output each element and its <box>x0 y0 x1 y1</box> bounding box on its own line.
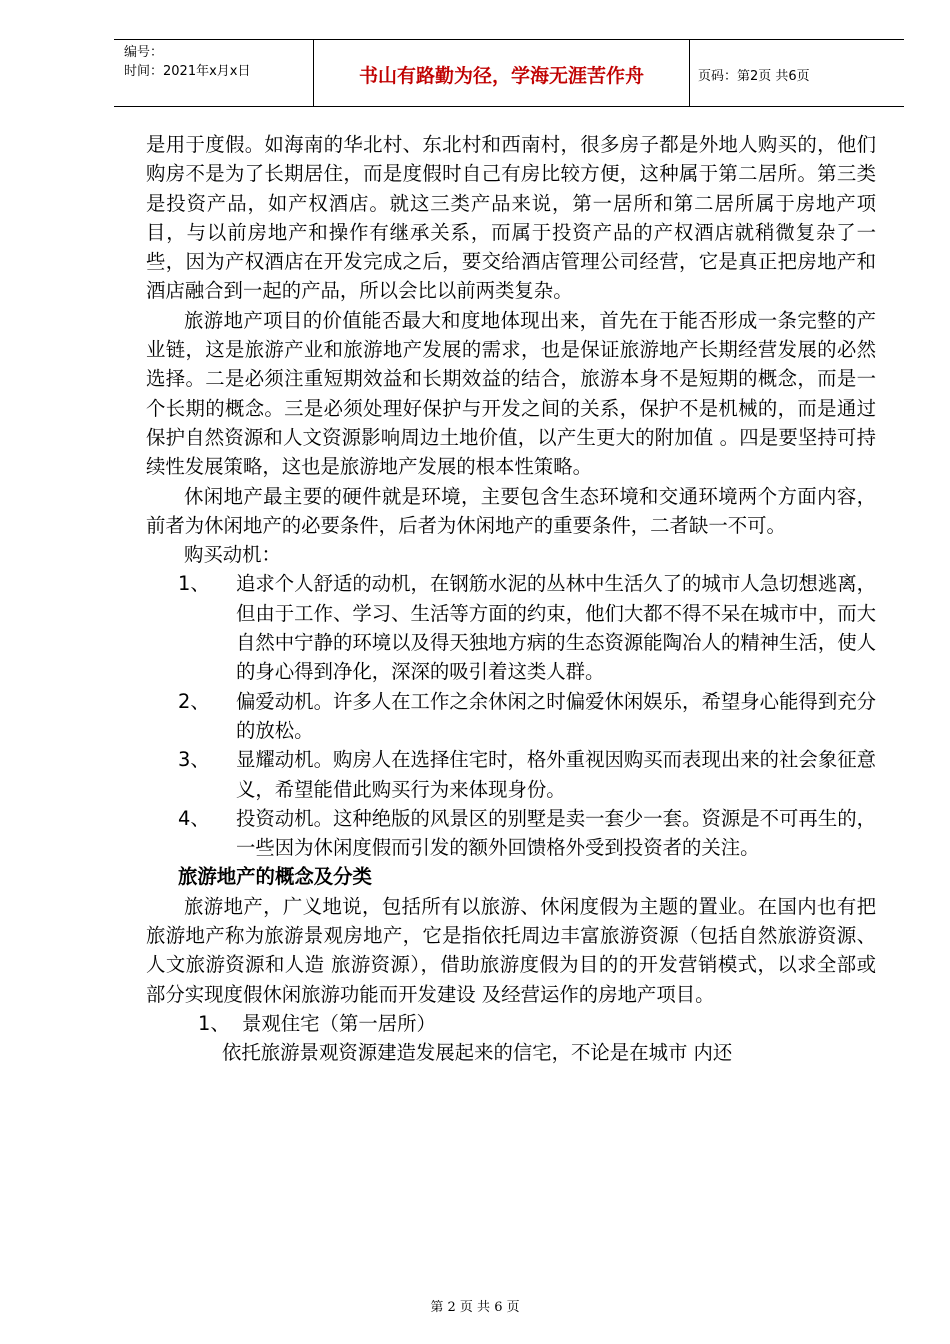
paragraph-2: 旅游地产项目的价值能否最大和度地体现出来，首先在于能否形成一条完整的产业链，这是旅游产业和旅游地产发展的需求，也是保证旅游地产长期经营发展的必然选择。二是必须注重短期效益和长期效益的结合，旅游本身不是短期的概念，而是一个长期的概念。三是必须处理好保护与开发之间的关系，保护不是机械的，而是通过保护自然资源和人文资源影响周边土地价值，以产生更大的附加值 。四是要坚持可持续性发展策略，这也是旅游地产发展的根本性策略。 <box>146 308 876 479</box>
list-item-text: 偏爱动机。许多人在工作之余休闲之时偏爱休闲娱乐，希望身心能得到充分的放松。 <box>236 689 876 742</box>
header-page-label: 页码：第2页 共6页 <box>698 68 810 84</box>
paragraph-1: 是用于度假。如海南的华北村、东北村和西南村，很多房子都是外地人购买的，他们购房不是为了长期居住，而是度假时自己有房比较方便，这种属于第二居所。第三类是投资产品，如产权酒店。就这三类产品来说，第一居所和第二居所属于房地产项目，与以前房地产和操作有继承关系，而属于投资产品的产权酒店就稍微复杂了一些，因为产权酒店在开发完成之后，要交给酒店管理公司经营，它是真正把房地产和酒店融合到一起的产品，所以会比以前两类复杂。 <box>146 133 876 303</box>
list-item-text: 投资动机。这种绝版的风景区的别墅是卖一套少一套。资源是不可再生的，一些因为休闲度假而引发的额外回馈格外受到投资者的关注。 <box>236 806 876 860</box>
list-item-number: 3、 <box>178 748 210 772</box>
subsection-heading <box>146 1009 876 1038</box>
list-item-number: 4、 <box>178 806 210 830</box>
subsection-number: 1、 <box>198 1011 230 1035</box>
list-item <box>146 745 876 804</box>
section-heading: 旅游地产的概念及分类 <box>178 865 372 889</box>
document-header <box>114 39 904 107</box>
paragraph-5: 依托旅游景观资源建造发展起来的信宅，不论是在城市 内还 <box>222 1041 733 1065</box>
list-item-number: 2、 <box>178 689 210 713</box>
paragraph-4: 旅游地产，广义地说，包括所有以旅游、休闲度假为主题的置业。在国内也有把旅游地产称为旅游景观房地产，它是指依托周边丰富旅游资源（包括自然旅游资源、人文旅游资源和人造 旅游资源），借助旅游度假为目的的开发营销模式，以求全部或部分实现度假休闲旅游功能而开发建设 及经营运作的房地产项目。 <box>146 894 876 1006</box>
list-item-number: 1、 <box>178 572 210 596</box>
subsection-title: 景观住宅（第一居所） <box>242 1011 436 1035</box>
header-meta-cell <box>114 40 314 106</box>
list-item <box>146 687 876 746</box>
list-item-text: 追求个人舒适的动机，在钢筋水泥的丛林中生活久了的城市人急切想逃离，但由于工作、学习、生活等方面的约束，他们大都不得不呆在城市中，而大自然中宁静的环境以及得天独地方病的生态资源能陶冶人的精神生活，使人的身心得到净化，深深的吸引着这类人群。 <box>236 572 876 684</box>
document-body <box>146 130 876 1068</box>
list-item <box>146 569 876 686</box>
list-item <box>146 804 876 863</box>
header-number-label: 编号： <box>124 45 164 60</box>
motive-title: 购买动机： <box>184 543 281 567</box>
page-footer: 第 2 页 共 6 页 <box>430 1300 520 1315</box>
header-time-label: 时间：2021年x月x日 <box>124 64 251 79</box>
list-item-text: 显耀动机。购房人在选择住宅时，格外重视因购买而表现出来的社会象征意义，希望能借此购买行为来体现身份。 <box>236 748 876 801</box>
paragraph-3: 休闲地产最主要的硬件就是环境，主要包含生态环境和交通环境两个方面内容，前者为休闲地产的必要条件，后者为休闲地产的重要条件，二者缺一不可。 <box>146 484 876 537</box>
header-motto: 书山有路勤为径，学海无涯苦作舟 <box>314 40 690 106</box>
